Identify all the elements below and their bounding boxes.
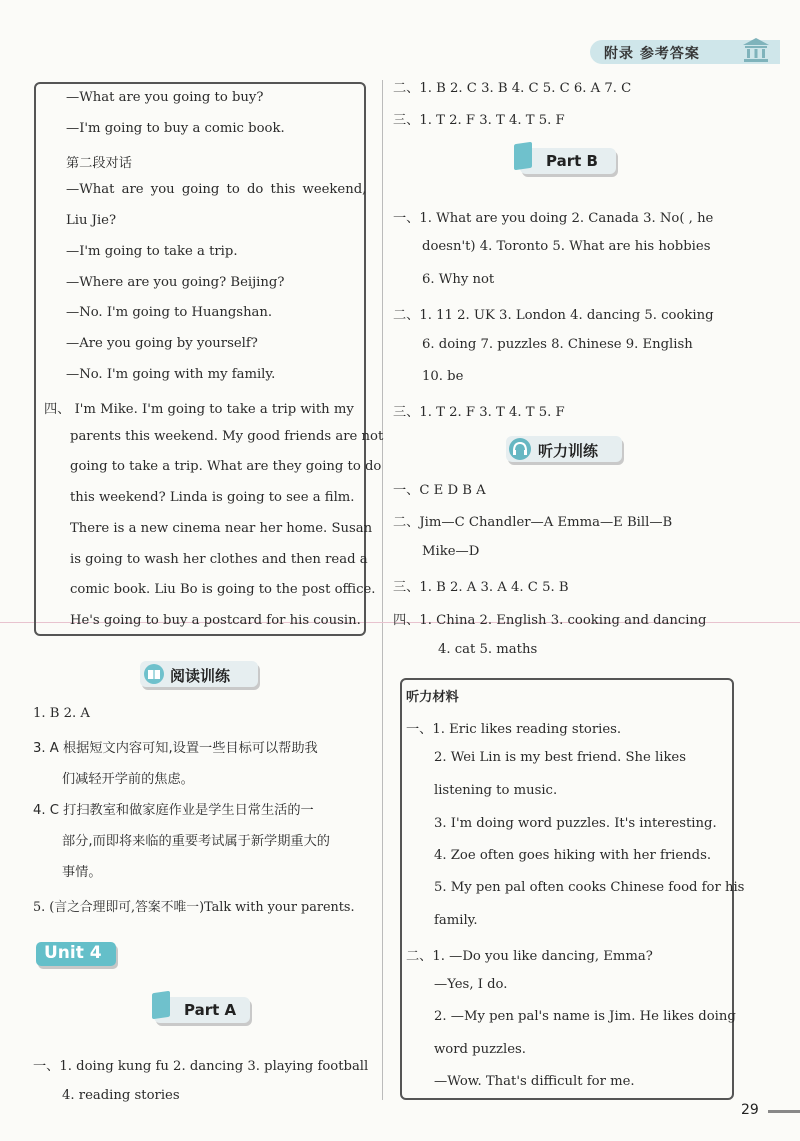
page-header [590,36,800,66]
notebook-icon [152,991,170,1020]
material-line: 二、1. —Do you like dancing, Emma? [406,949,653,964]
answer-line: 三、1. T 2. F 3. T 4. T 5. F [393,405,565,420]
dialogue-line: —I'm going to buy a comic book. [66,121,285,136]
answer-line: 5. (言之合理即可,答案不唯一)Talk with your parents. [33,900,355,915]
answer-line: 4. reading stories [62,1088,180,1103]
listening-material-title: 听力材料 [406,690,459,705]
answer-line: 3. A 根据短文内容可知,设置一些目标可以帮助我 [33,741,318,756]
part-b-title: Part B [520,148,616,174]
reading-section-title: 阅读训练 [140,661,258,687]
dialogue-line: —What are you going to do this weekend, [66,182,367,197]
dialogue-line: —No. I'm going with my family. [66,367,276,382]
material-line: 2. —My pen pal's name is Jim. He likes doing [434,1009,736,1024]
answer-line: 1. B 2. A [33,706,90,721]
answer-line: 4. cat 5. maths [438,642,538,657]
answer-line: 6. doing 7. puzzles 8. Chinese 9. English [422,337,693,352]
dialogue-line: Liu Jie? [66,213,117,228]
material-line: 4. Zoe often goes hiking with her friends. [434,848,712,863]
answer-line: 部分,而即将来临的重要考试属于新学期重大的 [62,834,330,849]
material-line: 2. Wei Lin is my best friend. She likes [434,750,687,765]
page-number: 29 [741,1102,759,1118]
answer-line: 6. Why not [422,272,495,287]
answer-line: 们减轻开学前的焦虑。 [62,772,194,787]
dialogue-line: —No. I'm going to Huangshan. [66,305,273,320]
page-number-bar [768,1110,800,1113]
book-icon [144,664,164,684]
answer-line: 一、C E D B A [393,483,486,498]
material-line: 一、1. Eric likes reading stories. [406,722,622,737]
listening-section-title: 听力训练 [506,436,622,462]
material-line: family. [434,913,478,928]
answer-line: 事情。 [62,865,102,880]
answer-line: 三、1. B 2. A 3. A 4. C 5. B [393,580,569,595]
material-line: —Yes, I do. [434,977,508,992]
building-icon [742,37,770,63]
material-line: word puzzles. [434,1042,526,1057]
part-a-title: Part A [154,997,250,1023]
passage-line: 四、 I'm Mike. I'm going to take a trip with my [44,402,354,417]
dialogue-line: —I'm going to take a trip. [66,244,238,259]
dialogue-line: —What are you going to buy? [66,90,264,105]
passage-line: He's going to buy a postcard for his cousin. [70,613,361,628]
passage-line: parents this weekend. My good friends are not [70,429,384,444]
material-line: —Wow. That's difficult for me. [434,1074,635,1089]
answer-line: 二、1. 11 2. UK 3. London 4. dancing 5. cooking [393,308,714,323]
dialogue-line: —Are you going by yourself? [66,336,258,351]
material-line: listening to music. [434,783,558,798]
answer-line: 四、1. China 2. English 3. cooking and dancing [393,613,707,628]
dialogue-line: —Where are you going? Beijing? [66,275,285,290]
header-title: 附录 参考答案 [604,46,700,62]
material-line: 3. I'm doing word puzzles. It's interesting. [434,816,717,831]
column-divider [382,80,383,1100]
answer-line: doesn't) 4. Toronto 5. What are his hobbies [422,239,711,254]
dialogue-heading: 第二段对话 [66,156,132,171]
notebook-icon [514,142,532,171]
headphones-icon [509,438,531,460]
passage-line: is going to wash her clothes and then read a [70,552,368,567]
unit-badge: Unit 4 [36,942,116,966]
answer-line: 二、Jim—C Chandler—A Emma—E Bill—B [393,515,673,530]
answer-line: 二、1. B 2. C 3. B 4. C 5. C 6. A 7. C [393,81,632,96]
passage-line: this weekend? Linda is going to see a film. [70,490,355,505]
answer-line: 10. be [422,369,464,384]
answer-line: 一、1. What are you doing 2. Canada 3. No( , he [393,211,714,226]
passage-line: comic book. Liu Bo is going to the post office. [70,582,376,597]
answer-line: 4. C 打扫教室和做家庭作业是学生日常生活的一 [33,803,314,818]
material-line: 5. My pen pal often cooks Chinese food for his [434,880,745,895]
answer-line: 三、1. T 2. F 3. T 4. T 5. F [393,113,565,128]
passage-line: going to take a trip. What are they going to do [70,459,382,474]
answer-line: Mike—D [422,544,480,559]
passage-line: There is a new cinema near her home. Susan [70,521,373,536]
answer-line: 一、1. doing kung fu 2. dancing 3. playing football [33,1059,369,1074]
